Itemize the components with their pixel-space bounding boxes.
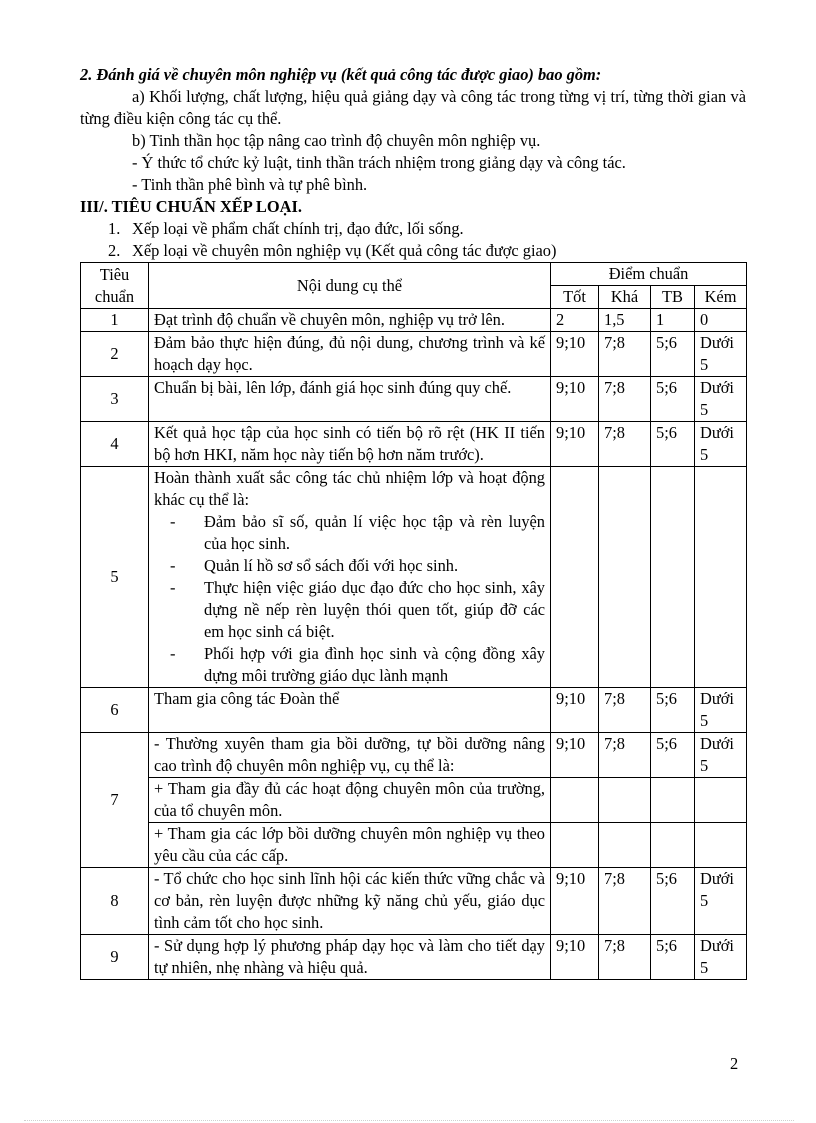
- list-item: - Thực hiện việc giáo dục đạo đức cho học sinh, xây dựng nề nếp rèn luyện thói quen tốt, giúp đỡ các em học sinh cá biệt.: [170, 578, 545, 641]
- table-row: 1 Đạt trình độ chuẩn về chuyên môn, nghiệp vụ trở lên. 2 1,5 1 0: [81, 309, 747, 332]
- table-row: + Tham gia các lớp bồi dưỡng chuyên môn nghiệp vụ theo yêu cầu của các cấp.: [81, 823, 747, 868]
- header-criterion: Tiêu chuẩn: [81, 263, 149, 309]
- table-row: 7 - Thường xuyên tham gia bồi dưỡng, tự bồi dưỡng nâng cao trình độ chuyên môn nghiệp vụ, cụ thể là: 9;10 7;8 5;6 Dưới 5: [81, 733, 747, 778]
- header-good: Tốt: [551, 286, 599, 309]
- header-avg: TB: [651, 286, 695, 309]
- table-row: 8 - Tổ chức cho học sinh lĩnh hội các kiến thức vững chắc và cơ bản, rèn luyện được những kỹ năng chủ yếu, giáo dục tình cảm tốt cho học sinh. 9;10 7;8 5;6 Dưới 5: [81, 868, 747, 935]
- table-row: 2 Đảm bảo thực hiện đúng, đủ nội dung, chương trình và kế hoạch dạy học. 9;10 7;8 5;6 Dưới 5: [81, 332, 747, 377]
- page-number: 2: [730, 1054, 739, 1073]
- table-row: 5 Hoàn thành xuất sắc công tác chủ nhiệm lớp và hoạt động khác cụ thể là: - Đảm bảo sĩ số, quản lí việc học tập và rèn luyện của học sinh. - Quản lí hồ sơ sổ sách đối với học sinh. - Thực hiện việc giáo dục đạo đức cho học sinh, xây dựng nề nếp rèn luyện thói quen tốt, giúp đỡ các em học sinh cá biệt. - Phối hợp với gia đình học sinh và cộng đồng xây dựng môi trường giáo dục lành mạnh: [81, 467, 747, 688]
- section-2-heading: 2. Đánh giá về chuyên môn nghiệp vụ (kết quả công tác được giao) bao gồm:: [80, 65, 602, 84]
- row-5-sublist: [154, 511, 545, 687]
- criteria-table: [80, 262, 747, 980]
- list-item: - Phối hợp với gia đình học sinh và cộng đồng xây dựng môi trường giáo dục lành mạnh: [170, 644, 545, 685]
- header-poor: Kém: [695, 286, 747, 309]
- header-fair: Khá: [599, 286, 651, 309]
- header-score: Điểm chuẩn: [551, 263, 747, 286]
- section-2-item-criticism: - Tinh thần phê bình và tự phê bình.: [132, 175, 368, 194]
- section-2-item-b: b) Tinh thần học tập nâng cao trình độ chuyên môn nghiệp vụ.: [132, 131, 541, 150]
- section-2-item-discipline: - Ý thức tổ chức kỷ luật, tinh thần trách nhiệm trong giảng dạy và công tác.: [132, 153, 626, 172]
- row-5-intro: Hoàn thành xuất sắc công tác chủ nhiệm lớp và hoạt động khác cụ thể là:: [154, 468, 545, 509]
- table-row: 4 Kết quả học tập của học sinh có tiến bộ rõ rệt (HK II tiến bộ hơn HKI, năm học này tiến bộ hơn năm trước). 9;10 7;8 5;6 Dưới 5: [81, 422, 747, 467]
- list-item: - Đảm bảo sĩ số, quản lí việc học tập và rèn luyện của học sinh.: [170, 512, 545, 553]
- table-row: 3 Chuẩn bị bài, lên lớp, đánh giá học sinh đúng quy chế. 9;10 7;8 5;6 Dưới 5: [81, 377, 747, 422]
- document-page: [80, 64, 746, 980]
- table-row: + Tham gia đầy đủ các hoạt động chuyên môn của trường, của tổ chuyên môn.: [81, 778, 747, 823]
- table-row: 6 Tham gia công tác Đoàn thể 9;10 7;8 5;6 Dưới 5: [81, 688, 747, 733]
- footer-divider: [24, 1120, 794, 1121]
- section-2-item-a: a) Khối lượng, chất lượng, hiệu quả giảng dạy và công tác trong từng vị trí, từng thời gian và từng điều kiện công tác cụ thể.: [80, 87, 746, 128]
- list-item: 2. Xếp loại về chuyên môn nghiệp vụ (Kết quả công tác được giao): [108, 241, 557, 260]
- classification-list: [80, 218, 746, 262]
- list-item: - Quản lí hồ sơ sổ sách đối với học sinh.: [170, 556, 459, 575]
- list-item: 1. Xếp loại về phẩm chất chính trị, đạo đức, lối sống.: [108, 219, 464, 238]
- table-row: 9 - Sử dụng hợp lý phương pháp dạy học và làm cho tiết dạy tự nhiên, nhẹ nhàng và hiệu quả. 9;10 7;8 5;6 Dưới 5: [81, 935, 747, 980]
- header-content: Nội dung cụ thể: [149, 263, 551, 309]
- section-3-title: III/. TIÊU CHUẨN XẾP LOẠI.: [80, 197, 302, 216]
